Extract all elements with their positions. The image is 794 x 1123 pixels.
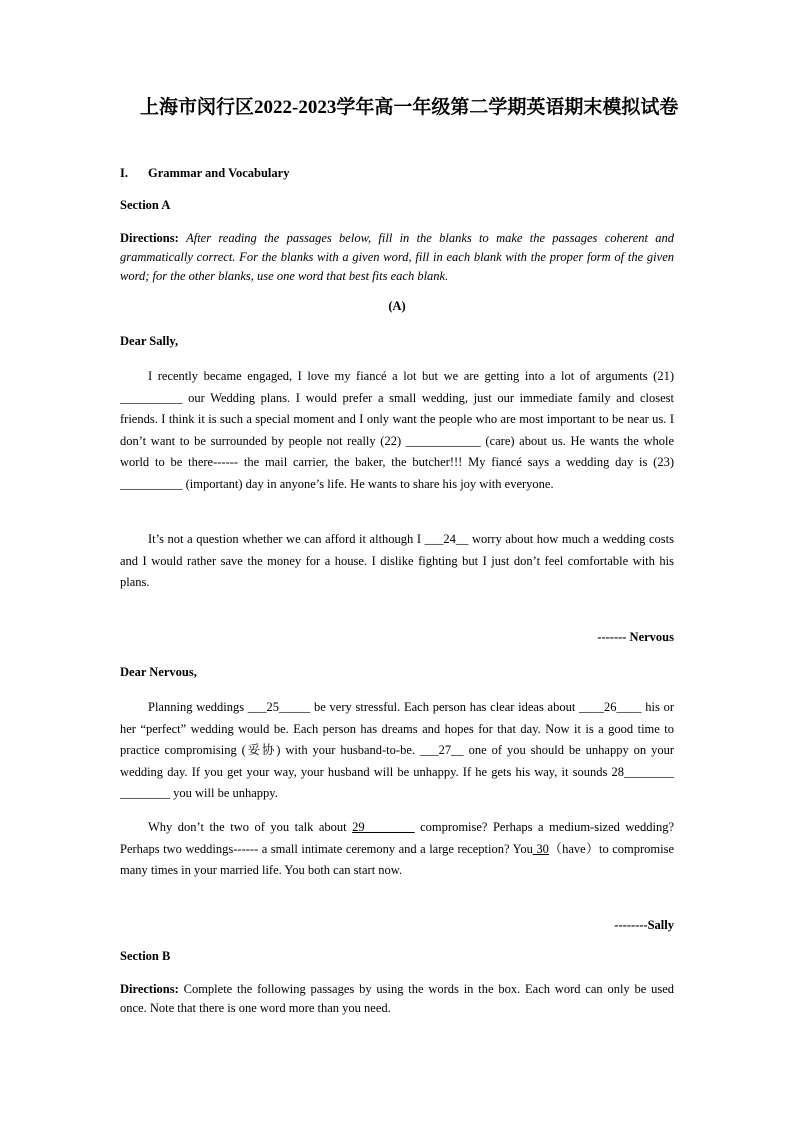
letter2-paragraph-1: Planning weddings ___25_____ be very stressful. Each person has clear ideas about ____26____ his or her “perfect” wedding would be. Each person has dreams and hopes for that day. Now it is a good time to practice compromising (妥协) with your husband-to-be. ___27__ one of you should be unhappy on your wedding day. If you get your way, your husband will be unhappy. If he gets his way, it sounds 28________ ________ you will be unhappy. <box>120 700 674 800</box>
passage-label: (A) <box>388 299 406 313</box>
letter2-p2-text-a: Why don’t the two of you talk about <box>148 820 353 834</box>
blank-29: 29________ <box>352 820 415 834</box>
letter2-signature: --------Sally <box>614 918 674 932</box>
section-a-directions <box>120 229 674 286</box>
section-b-directions <box>120 980 674 1018</box>
letter2-salutation: Dear Nervous, <box>120 665 197 679</box>
section-b-directions-text: Complete the following passages by using the words in the box. Each word can only be used once. Note that there is one word more than you need. <box>120 982 675 1015</box>
part-heading <box>120 166 674 181</box>
part-label: Grammar and Vocabulary <box>148 166 290 180</box>
blank-30: 30 <box>532 841 549 856</box>
letter1-signature: ------- Nervous <box>597 630 674 644</box>
letter2-paragraph-2 <box>120 817 674 882</box>
letter1-paragraph-2: It’s not a question whether we can afford it although I ___24__ worry about how much a wedding costs and I would rather save the money for a house. I dislike fighting but I just don’t feel comfortable with his plans. <box>120 532 674 589</box>
letter1-paragraph-1: I recently became engaged, I love my fiancé a lot but we are getting into a lot of arguments (21) __________ our Wedding plans. I would prefer a small wedding, just our immediate family and closest friends. I think it is such a special moment and I only want the people who are most important to be near us. I don’t want to be surrounded by people not really (22) ____________ (care) about us. He wants the whole world to be there------ the mail carrier, the baker, the butcher!!! My fiancé says a wedding day is (23) __________ (important) day in anyone’s life. He wants to share his joy with everyone. <box>120 369 674 491</box>
letter2-p2-text-b: compromise? Perhaps a medium-sized wedding? Perhaps two weddings------ a small intimate ceremony and a large reception? You <box>120 820 675 856</box>
section-b-directions-label: Directions: <box>120 982 179 996</box>
section-a-heading: Section A <box>120 198 171 212</box>
directions-label: Directions: <box>120 231 179 245</box>
letter2-p2-text-c: （have）to compromise many times in your married life. You both can start now. <box>120 841 674 877</box>
part-number: I. <box>120 166 128 180</box>
section-b-heading: Section B <box>120 949 171 963</box>
letter1-salutation: Dear Sally, <box>120 334 179 348</box>
directions-text: After reading the passages below, fill in the blanks to make the passages coherent and grammatically correct. For the blanks with a given word, fill in each blank with the proper form of the given word; for the other blanks, use one word that best fits each blank. <box>120 231 675 283</box>
exam-title: 上海市闵行区2022-2023学年高一年级第二学期英语期末模拟试卷 <box>140 97 679 118</box>
